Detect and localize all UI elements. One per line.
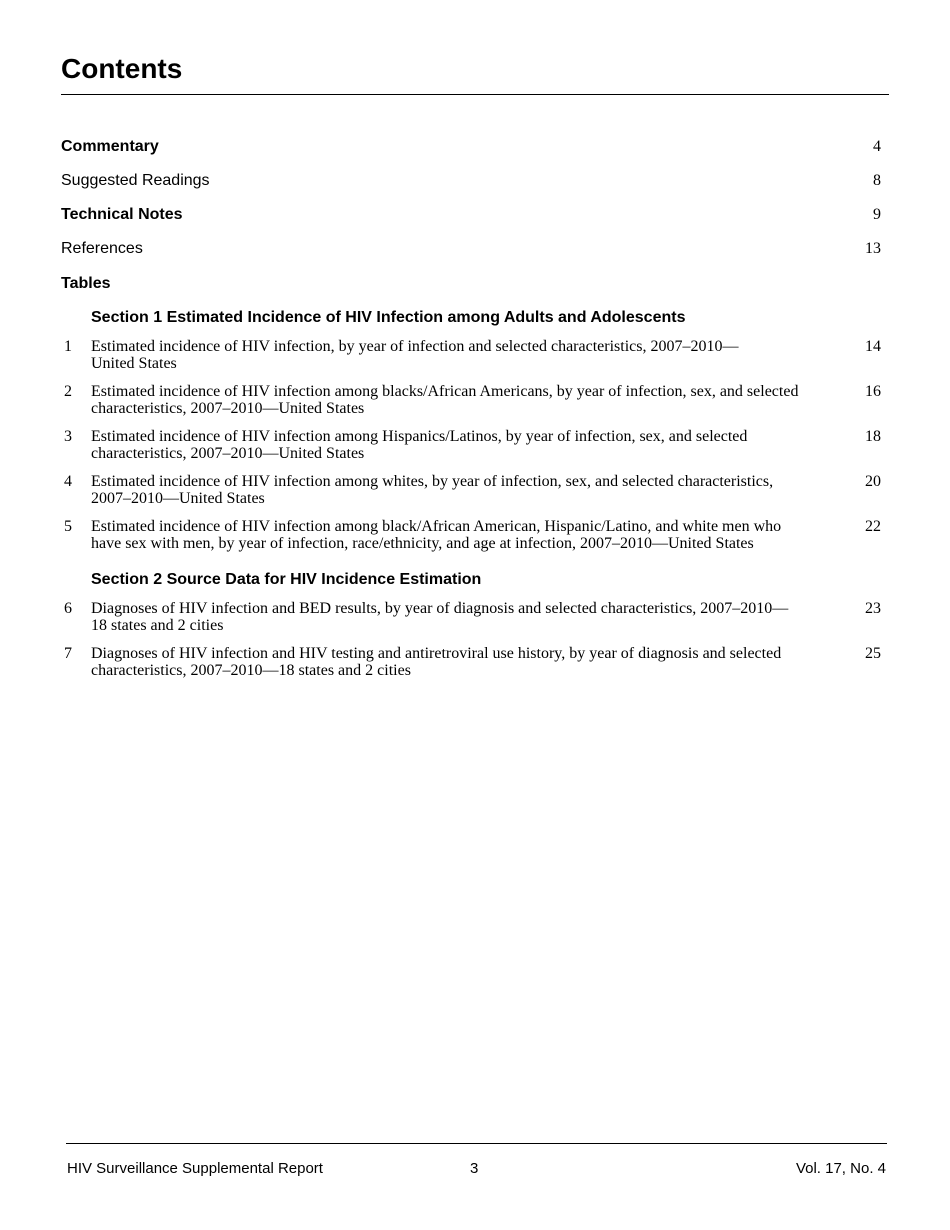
footer-page-number: 3 (470, 1160, 479, 1177)
table-description-line: characteristics, 2007–2010—18 states and 2 cities (91, 662, 411, 679)
footer-divider (66, 1143, 887, 1144)
section-2-heading: Section 2 Source Data for HIV Incidence Estimation (91, 571, 482, 588)
table-description-line: Diagnoses of HIV infection and BED results, by year of diagnosis and selected characteristics, 2007–2010— (91, 600, 789, 617)
table-description-line: Estimated incidence of HIV infection among whites, by year of infection, sex, and selected characteristics, (91, 473, 774, 490)
table-description (91, 600, 843, 634)
toc-page-number: 13 (865, 240, 881, 257)
table-page-number: 25 (865, 645, 881, 662)
table-number: 2 (64, 383, 72, 400)
toc-label: Technical Notes (61, 206, 183, 223)
toc-page-number: 4 (873, 138, 881, 155)
table-number: 3 (64, 428, 72, 445)
toc-label: References (61, 240, 143, 257)
table-description-line: have sex with men, by year of infection, race/ethnicity, and age at infection, 2007–2010—United States (91, 535, 754, 552)
title-divider (61, 94, 889, 95)
table-number: 7 (64, 645, 72, 662)
footer-volume: Vol. 17, No. 4 (795, 1160, 886, 1177)
table-description-line: characteristics, 2007–2010—United States (91, 400, 365, 417)
table-description (91, 428, 843, 462)
toc-entry-technical-notes[interactable] (61, 203, 881, 227)
table-description-line: characteristics, 2007–2010—United States (91, 445, 365, 462)
table-description (91, 338, 843, 372)
table-description-line: Estimated incidence of HIV infection, by year of infection and selected characteristics, 2007–2010— (91, 338, 739, 355)
toc-entry-suggested-readings[interactable] (61, 169, 881, 193)
table-page-number: 22 (865, 518, 881, 535)
table-number: 4 (64, 473, 72, 490)
table-page-number: 14 (865, 338, 881, 355)
toc-entry-references[interactable] (61, 237, 881, 261)
table-number: 1 (64, 338, 72, 355)
toc-label: Commentary (61, 138, 159, 155)
toc-label: Suggested Readings (61, 172, 210, 189)
table-description (91, 383, 843, 417)
toc-page-number: 9 (873, 206, 881, 223)
toc-entry-commentary[interactable] (61, 135, 881, 159)
tables-heading (61, 272, 881, 296)
page-title: Contents (61, 53, 183, 84)
table-description-line: 18 states and 2 cities (91, 617, 224, 634)
table-description-line: Diagnoses of HIV infection and HIV testing and antiretroviral use history, by year of diagnosis and selected (91, 645, 782, 662)
table-number: 6 (64, 600, 72, 617)
table-page-number: 23 (865, 600, 881, 617)
table-page-number: 20 (865, 473, 881, 490)
section-1-heading: Section 1 Estimated Incidence of HIV Infection among Adults and Adolescents (91, 309, 686, 326)
table-description (91, 645, 843, 679)
tables-heading-label: Tables (61, 275, 111, 292)
table-description (91, 518, 843, 552)
table-number: 5 (64, 518, 72, 535)
toc-page-number: 8 (873, 172, 881, 189)
table-page-number: 18 (865, 428, 881, 445)
table-description-line: Estimated incidence of HIV infection among Hispanics/Latinos, by year of infection, sex, and selected (91, 428, 748, 445)
table-page-number: 16 (865, 383, 881, 400)
table-description (91, 473, 843, 507)
footer-report-title: HIV Surveillance Supplemental Report (67, 1160, 323, 1177)
table-description-line: Estimated incidence of HIV infection among black/African American, Hispanic/Latino, and white men who (91, 518, 782, 535)
table-description-line: 2007–2010—United States (91, 490, 265, 507)
table-description-line: Estimated incidence of HIV infection among blacks/African Americans, by year of infection, sex, and selected (91, 383, 799, 400)
table-description-line: United States (91, 355, 177, 372)
